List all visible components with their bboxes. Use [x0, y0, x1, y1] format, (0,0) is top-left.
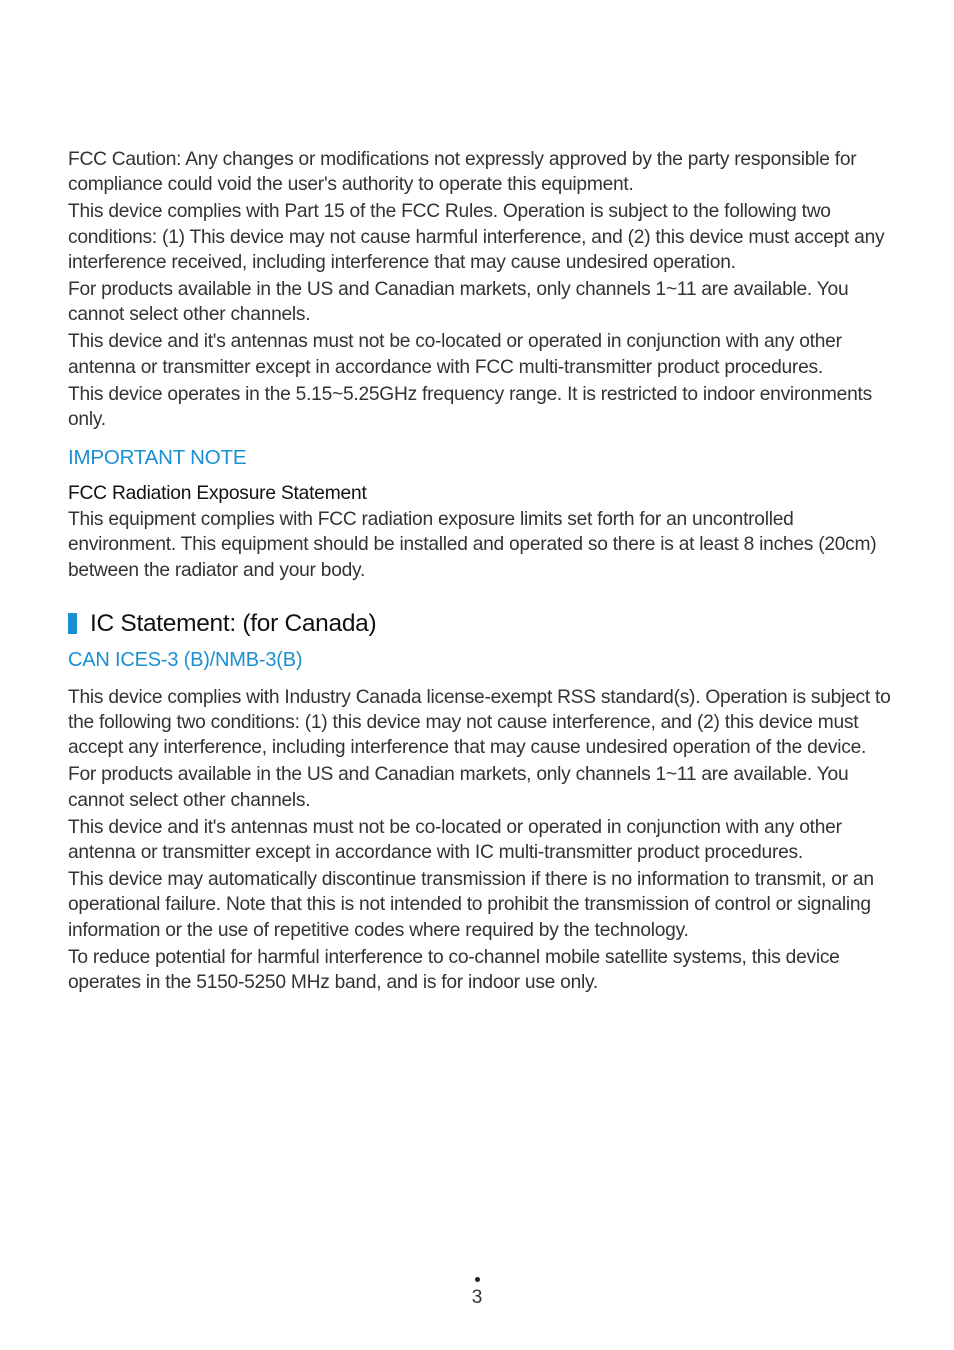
fcc-part15-paragraph: This device complies with Part 15 of the FCC Rules. Operation is subject to the following two conditions: (1) This device may not cause harmful interference, and (2) this device must accept any interference received, including interference that may cause undesired operation.	[68, 201, 885, 273]
ic-rss-paragraph: This device complies with Industry Canada license-exempt RSS standard(s). Operation is subject to the following two conditions: (1) this device may not cause interference, and (2) this device must accept any interference, including interference that may cause undesired operation of the device.	[68, 686, 891, 759]
ic-section-title-text: IC Statement: (for Canada)	[90, 609, 377, 637]
important-note-heading: IMPORTANT NOTE	[68, 446, 247, 470]
radiation-exposure-heading: FCC Radiation Exposure Statement	[68, 483, 367, 505]
fcc-channels-paragraph: For products available in the US and Canadian markets, only channels 1~11 are available. You cannot select other channels.	[68, 279, 849, 326]
page-number: 3	[471, 1287, 483, 1308]
fcc-frequency-paragraph: This device operates in the 5.15~5.25GHz frequency range. It is restricted to indoor environments only.	[68, 383, 872, 431]
page-dot-icon	[475, 1277, 480, 1282]
radiation-exposure-paragraph: This equipment complies with FCC radiation exposure limits set forth for an uncontrolled environment. This equipment should be installed and operated so there is at least 8 inches (20cm) between the radiator and your body.	[68, 509, 877, 581]
fcc-antenna-paragraph: This device and it's antennas must not be co-located or operated in conjunction with any other antenna or transmitter except in accordance with FCC multi-transmitter product procedures.	[68, 331, 842, 378]
ic-satellite-paragraph: To reduce potential for harmful interference to co-channel mobile satellite systems, this device operates in the 5150-5250 MHz band, and is for indoor use only.	[68, 946, 840, 994]
can-ices-subtitle: CAN ICES-3 (B)/NMB-3(B)	[68, 648, 303, 671]
ic-section-title	[68, 609, 892, 639]
ic-antenna-paragraph: This device and it's antennas must not be co-located or operated in conjunction with any other antenna or transmitter except in accordance with IC multi-transmitter product procedures.	[68, 816, 842, 864]
fcc-caution-paragraph: FCC Caution: Any changes or modifications not expressly approved by the party responsible for compliance could void the user's authority to operate this equipment.	[68, 149, 857, 196]
page-footer	[0, 1277, 954, 1309]
document-body	[68, 147, 892, 997]
ic-discontinue-paragraph: This device may automatically discontinue transmission if there is no information to transmit, or an operational failure. Note that this is not intended to prohibit the transmission of control or signaling information or the use of repetitive codes where required by the technology.	[68, 869, 874, 941]
ic-channels-paragraph: For products available in the US and Canadian markets, only channels 1~11 are available. You cannot select other channels.	[68, 764, 849, 811]
section-marker-icon	[68, 613, 77, 634]
